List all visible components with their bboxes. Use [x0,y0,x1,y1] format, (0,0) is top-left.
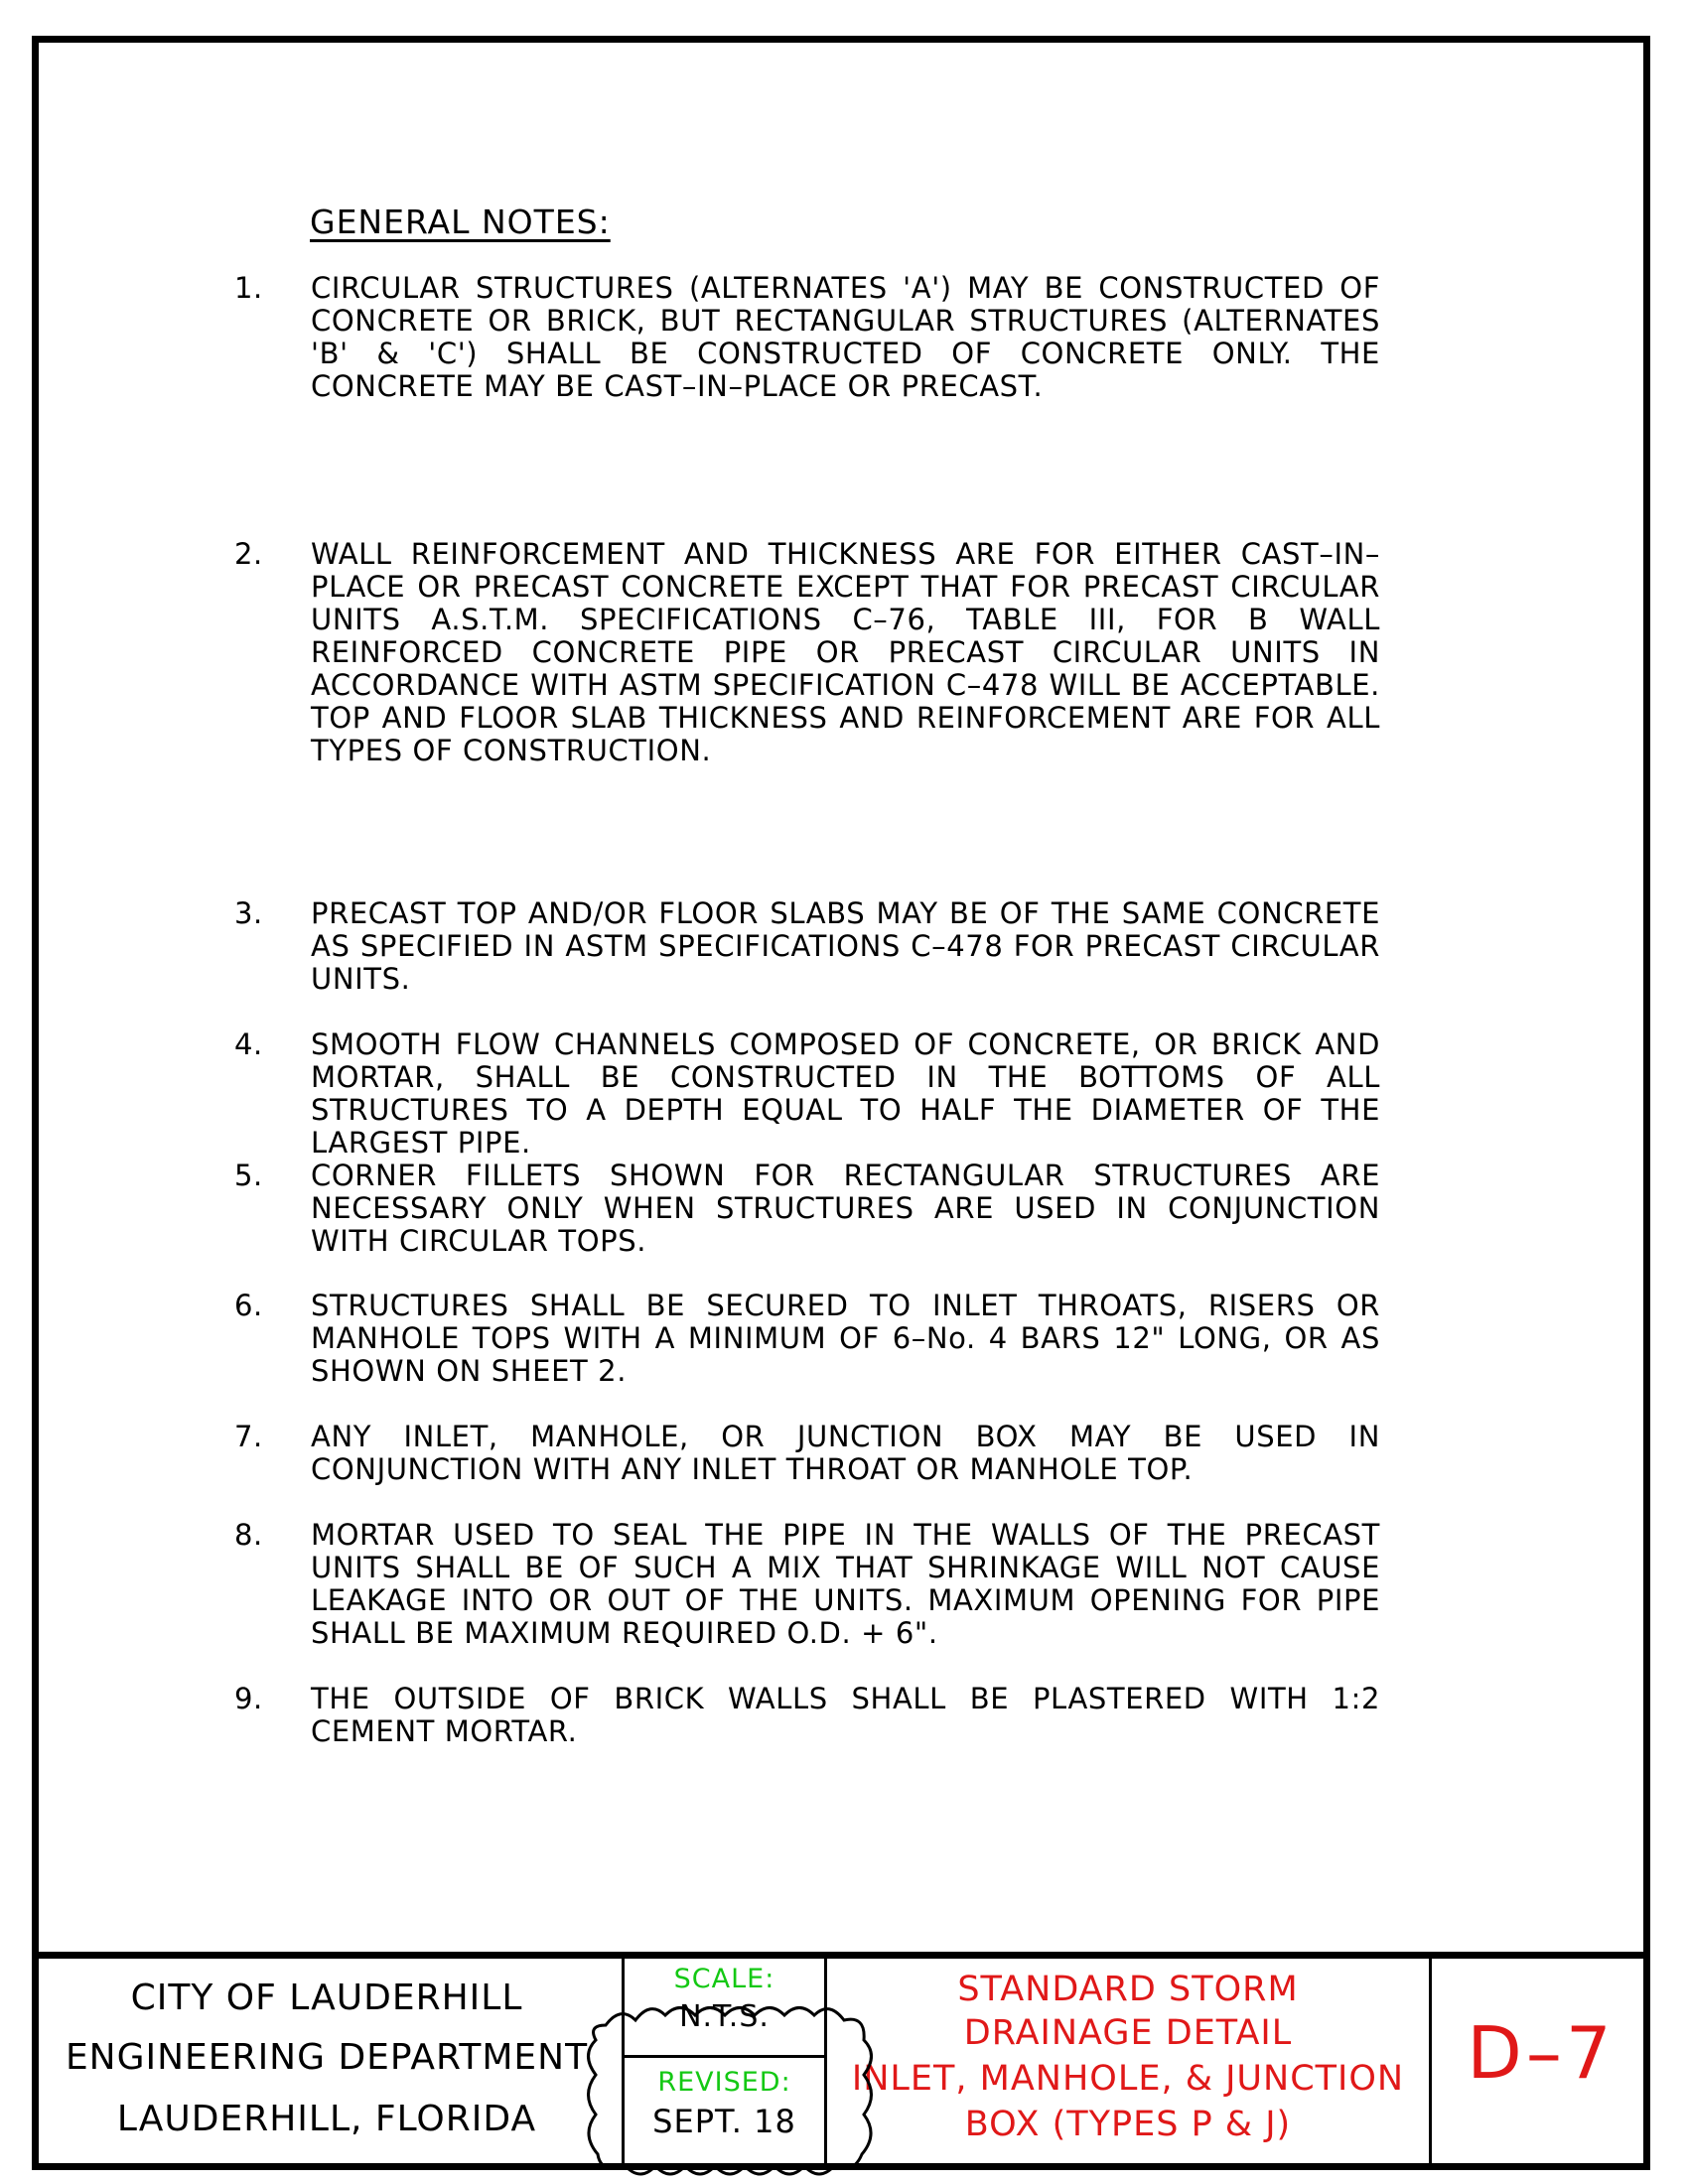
detail-title-line: STANDARD STORM [957,1970,1299,2009]
note-text: STRUCTURES SHALL BE SECURED TO INLET THROATS, RISERS OR MANHOLE TOPS WITH A MINIMUM OF 6–No. 4 BARS 12" LONG, OR AS SHOWN ON SHEET 2. [311,1289,1380,1388]
note-text: CORNER FILLETS SHOWN FOR RECTANGULAR STRUCTURES ARE NECESSARY ONLY WHEN STRUCTURES ARE USED IN CONJUNCTION WITH CIRCULAR TOPS. [311,1159,1380,1258]
title-block-top-border [32,1952,1650,1959]
scale-label: SCALE: [673,1964,775,1994]
note-text: MORTAR USED TO SEAL THE PIPE IN THE WALLS OF THE PRECAST UNITS SHALL BE OF SUCH A MIX THAT SHRINKAGE WILL NOT CAUSE LEAKAGE INTO OR OUT OF THE UNITS. MAXIMUM OPENING FOR PIPE SHALL BE MAXIMUM REQUIRED O.D. + 6". [311,1518,1380,1650]
note-text: CIRCULAR STRUCTURES (ALTERNATES 'A') MAY BE CONSTRUCTED OF CONCRETE OR BRICK, BUT RECTANGULAR STRUCTURES (ALTERNATES 'B' & 'C') SHALL BE CONSTRUCTED OF CONCRETE ONLY. THE CONCRETE MAY BE CAST–IN–PLACE OR PRECAST. [311,271,1380,403]
note-number: 9. [234,1682,263,1715]
detail-title-line: DRAINAGE DETAIL [963,2013,1293,2053]
scale-value: N.T.S. [679,1999,770,2034]
note-text: ANY INLET, MANHOLE, OR JUNCTION BOX MAY BE USED IN CONJUNCTION WITH ANY INLET THROAT OR MANHOLE TOP. [311,1420,1380,1486]
org-name: CITY OF LAUDERHILL [130,1978,523,2018]
org-location: LAUDERHILL, FLORIDA [116,2099,537,2139]
note-number: 5. [234,1159,263,1192]
note-number: 8. [234,1518,263,1552]
revised-label: REVISED: [657,2067,791,2098]
note-number: 7. [234,1420,263,1453]
note-text: PRECAST TOP AND/OR FLOOR SLABS MAY BE OF THE SAME CONCRETE AS SPECIFIED IN ASTM SPECIFICATIONS C–478 FOR PRECAST CIRCULAR UNITS. [311,896,1380,996]
note-number: 3. [234,896,263,930]
revision-cloud [576,1995,884,2184]
notes-title: GENERAL NOTES: [310,203,611,241]
note-text: WALL REINFORCEMENT AND THICKNESS ARE FOR EITHER CAST–IN–PLACE OR PRECAST CONCRETE EXCEPT THAT FOR PRECAST CIRCULAR UNITS A.S.T.M. SPECIFICATIONS C–76, TABLE III, FOR B WALL REINFORCED CONCRETE PIPE OR PRECAST CIRCULAR UNITS IN ACCORDANCE WITH ASTM SPECIFICATION C–478 WILL BE ACCEPTABLE. TOP AND FLOOR SLAB THICKNESS AND REINFORCEMENT ARE FOR ALL TYPES OF CONSTRUCTION. [311,537,1380,767]
note-number: 2. [234,537,263,571]
detail-title-line: BOX (TYPES P & J) [964,2105,1292,2144]
revised-value: SEPT. 18 [652,2103,796,2140]
org-department: ENGINEERING DEPARTMENT [65,2037,589,2078]
note-number: 4. [234,1027,263,1061]
sheet-number: D–7 [1467,2011,1616,2095]
note-number: 1. [234,271,263,305]
detail-title-line: INLET, MANHOLE, & JUNCTION [851,2059,1405,2099]
note-text: THE OUTSIDE OF BRICK WALLS SHALL BE PLASTERED WITH 1:2 CEMENT MORTAR. [311,1682,1380,1748]
note-number: 6. [234,1289,263,1322]
note-text: SMOOTH FLOW CHANNELS COMPOSED OF CONCRETE, OR BRICK AND MORTAR, SHALL BE CONSTRUCTED IN THE BOTTOMS OF ALL STRUCTURES TO A DEPTH EQUAL TO HALF THE DIAMETER OF THE LARGEST PIPE. [311,1027,1380,1160]
